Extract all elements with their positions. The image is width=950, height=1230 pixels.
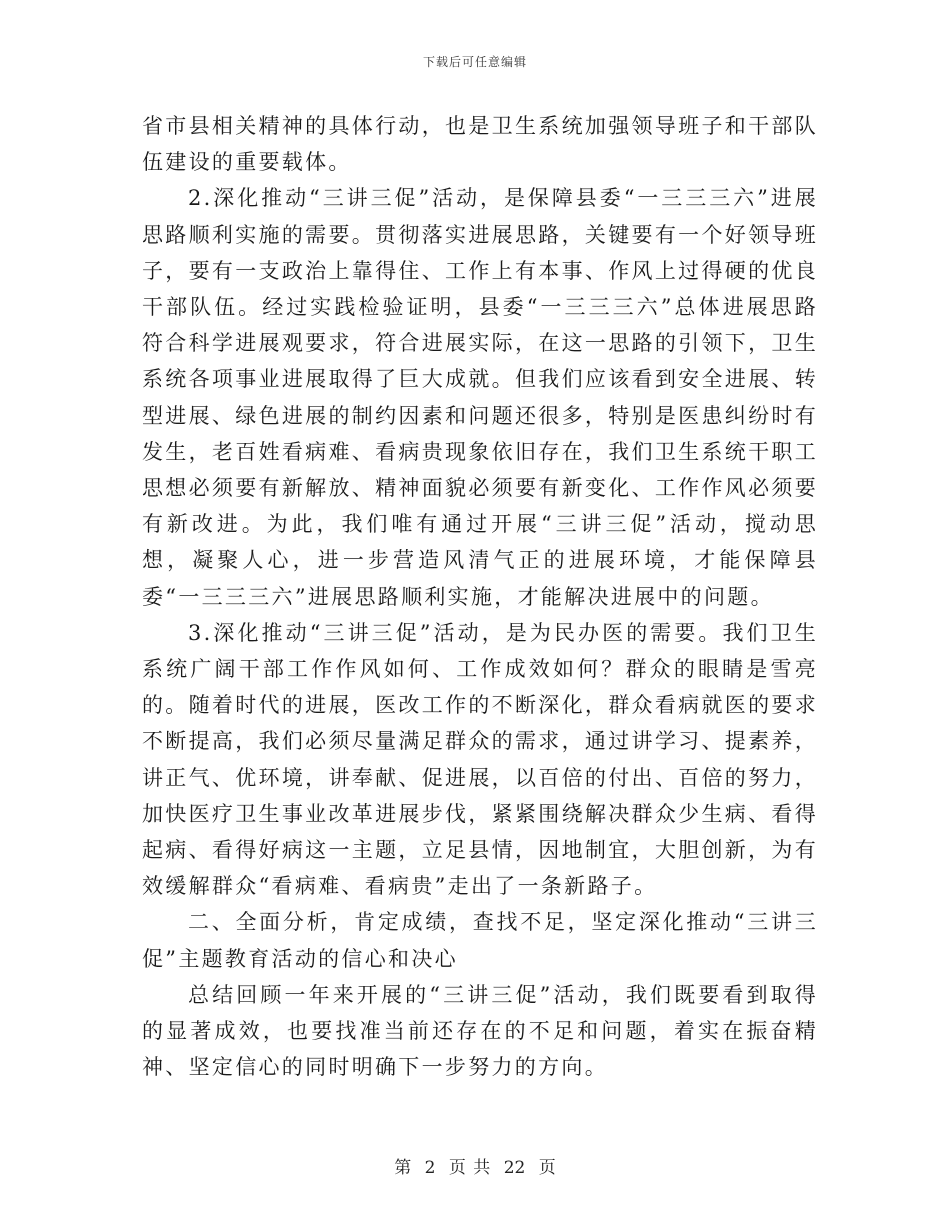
page-number-current: 2 (424, 1158, 436, 1178)
paragraph-point-2: 2.深化推动“三讲三促”活动，是保障县委“一三三三六”进展思路顺利实施的需要。贯彻落实进展思路，关键要有一个好领导班子，要有一支政治上靠得住、工作上有本事、作风上过得硬的优良干部队伍。经过实践检验证明，县委“一三三三六”总体进展思路符合科学进展观要求，符合进展实际，在这一思路的引领下，卫生系统各项事业进展取得了巨大成就。但我们应该看到安全进展、转型进展、绿色进展的制约因素和问题还很多，特别是医患纠纷时有发生，老百姓看病难、看病贵现象依旧存在，我们卫生系统干职工思想必须要有新解放、精神面貌必须要有新变化、工作作风必须要有新改进。为此，我们唯有通过开展“三讲三促”活动，搅动思想，凝聚人心，进一步营造风清气正的进展环境，才能保障县委“一三三三六”进展思路顺利实施，才能解决进展中的问题。 (142, 186, 818, 609)
paragraph-summary: 总结回顾一年来开展的“三讲三促”活动，我们既要看到取得的显著成效，也要找准当前还存在的不足和问题，着实在振奋精神、坚定信心的同时明确下一步努力的方向。 (142, 982, 818, 1080)
page-footer (0, 1153, 950, 1178)
page-number-middle: 页 共 (448, 1158, 491, 1178)
paragraph-continuation: 省市县相关精神的具体行动，也是卫生系统加强领导班子和干部队伍建设的重要载体。 (142, 114, 818, 175)
page-number-prefix: 第 (394, 1158, 412, 1178)
page-number-total: 22 (503, 1158, 526, 1178)
page-header: 下载后可任意编辑 (422, 55, 527, 69)
paragraph-point-3: 3.深化推动“三讲三促”活动，是为民办医的需要。我们卫生系统广阔干部工作作风如何、工作成效如何？群众的眼睛是雪亮的。随着时代的进展，医改工作的不断深化，群众看病就医的要求不断提高，我们必须尽量满足群众的需求，通过讲学习、提素养，讲正气、优环境，讲奉献、促进展，以百倍的付出、百倍的努力，加快医疗卫生事业改革进展步伐，紧紧围绕解决群众少生病、看得起病、看得好病这一主题，立足县情，因地制宜，大胆创新，为有效缓解群众“看病难、看病贵”走出了一条新路子。 (142, 620, 818, 899)
section-heading-2: 二、全面分析，肯定成绩，查找不足，坚定深化推动“三讲三促”主题教育活动的信心和决心 (142, 910, 818, 971)
page-number-suffix: 页 (538, 1158, 556, 1178)
body-text (142, 108, 818, 1085)
